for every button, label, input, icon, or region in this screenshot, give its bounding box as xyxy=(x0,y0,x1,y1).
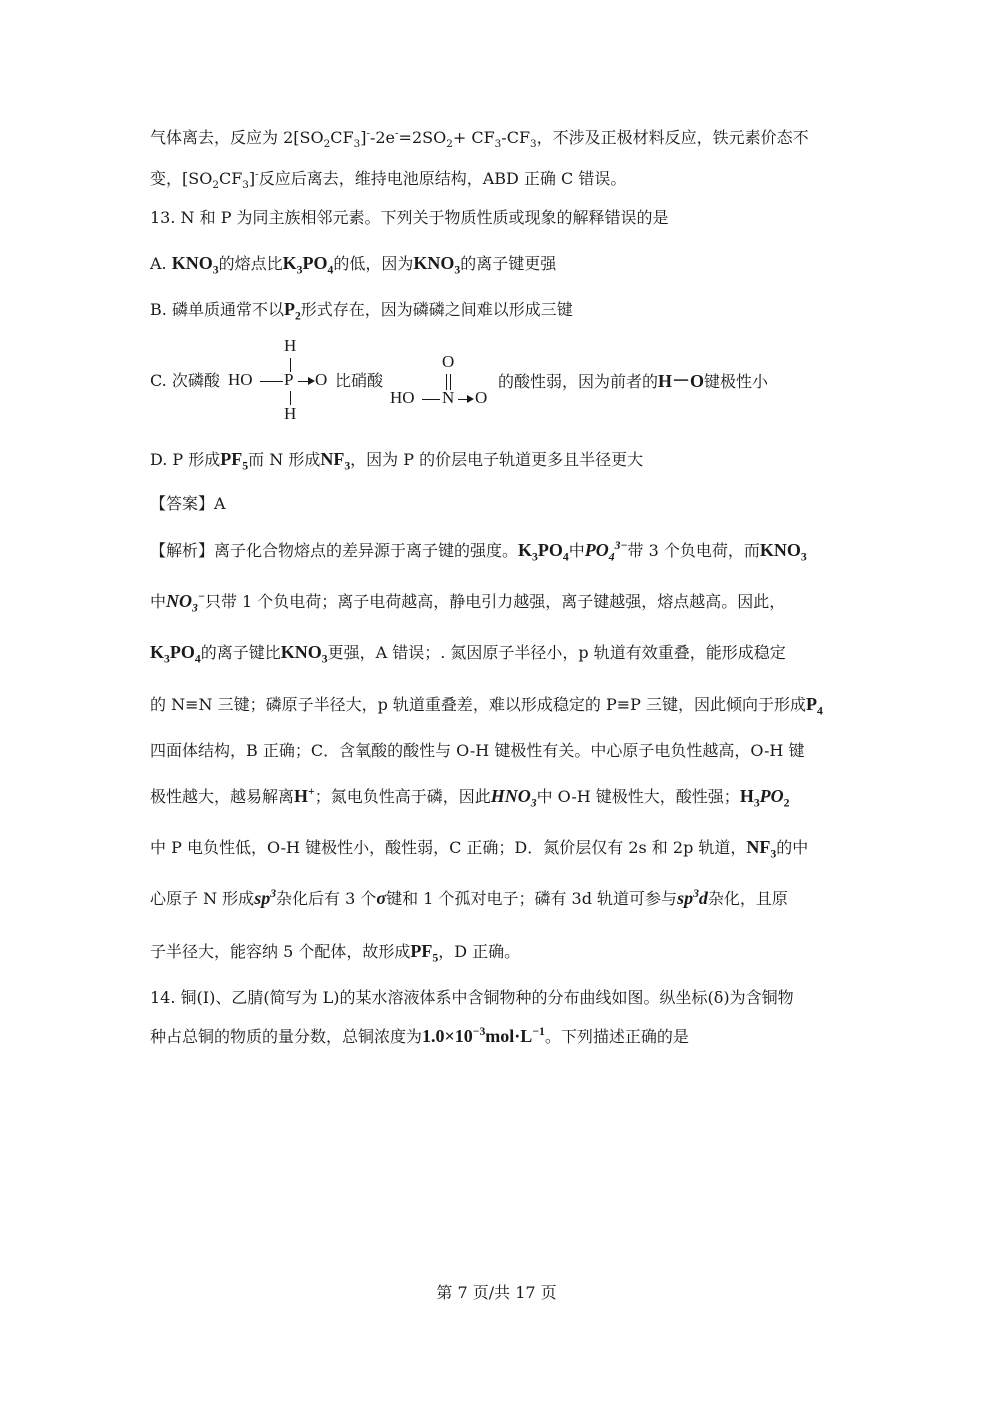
explanation-line-5: 四面体结构，B 正确；C．含氧酸的酸性与 O-H 键极性有关。中心原子电负性越高，O-H 键 xyxy=(150,741,805,760)
option-label: D. P 形成 xyxy=(150,450,221,469)
text: P xyxy=(806,694,818,714)
text: 1.0×10 xyxy=(422,1026,473,1046)
text-line-reaction: 气体离去，反应为 $2[SO_2CF_3]^--2e^-=2SO_2+ CF_3-CF_3$，不涉及正极材料反应，铁元素价态不 xyxy=(150,127,809,151)
option-b xyxy=(150,299,573,321)
text: 带 3 个负电荷，而 xyxy=(627,541,760,560)
formula-nf3: $NF_3$ xyxy=(746,837,777,861)
text: 的离子键更强 xyxy=(460,254,557,273)
text: K xyxy=(150,642,165,662)
formula-concentration xyxy=(422,1026,545,1046)
text: −1 xyxy=(532,1025,545,1038)
explanation-line-8 xyxy=(150,888,788,910)
formula-h3po2: $H_3PO_2$ xyxy=(739,786,790,810)
text: ，D 正确。 xyxy=(438,942,521,961)
formula-pf5: $PF_5$ xyxy=(410,941,439,965)
bond xyxy=(422,399,440,400)
text: 杂化，且原 xyxy=(707,889,788,908)
text: mol·L xyxy=(485,1026,533,1046)
text-line-structure: 变，$[SO_2CF_3]^-$反应后离去，维持电池原结构，ABD 正确 C 错误。 xyxy=(150,168,627,192)
text: 的离子键比 xyxy=(200,643,281,662)
explanation-line-3 xyxy=(150,642,786,664)
text: -CF xyxy=(501,128,531,147)
text: HNO xyxy=(490,786,531,806)
formula-no3-ion: $NO_3^-$ xyxy=(166,590,205,615)
text: d xyxy=(698,888,708,908)
text: 中 P 电负性低，O-H 键极性小，酸性弱，C 正确；D．氮价层仅有 2s 和 2p 轨道， xyxy=(150,838,747,857)
text: NO xyxy=(166,591,193,611)
text: 的酸性弱，因为前者的 xyxy=(498,372,659,391)
explanation-line-6 xyxy=(150,786,790,808)
text: 形式存在，因为磷磷之间难以形成三键 xyxy=(300,300,573,319)
text: 子半径大，能容纳 5 个配体，故形成 xyxy=(150,942,411,961)
text: KNO xyxy=(413,253,455,273)
option-c xyxy=(150,371,220,390)
formula-nf3: $NF_3$ xyxy=(320,449,351,473)
text: 键和 1 个孤对电子；磷有 3d 轨道可参与 xyxy=(386,889,678,908)
text: PO xyxy=(584,540,609,560)
text: ，因为 P 的价层电子轨道更多且半径更大 xyxy=(350,450,644,469)
formula-sp3d: $sp^3d$ xyxy=(677,887,708,908)
text: sp xyxy=(254,888,271,908)
text: −3 xyxy=(472,1025,486,1038)
question-14: 14. 铜(I)、乙腈(简写为 L)的某水溶液体系中含铜物种的分布曲线如图。纵坐标(δ)为含铜物 xyxy=(150,988,794,1007)
text: PO xyxy=(302,253,328,273)
text: 只带 1 个负电荷；离子电荷越高，静电引力越强，离子键越强，熔点越高。因此， xyxy=(204,592,786,611)
text: PO xyxy=(537,540,563,560)
atom-ho: HO xyxy=(228,370,253,389)
nitric-acid-structure xyxy=(390,352,500,412)
option-label: B. xyxy=(150,300,167,319)
question-14-continued xyxy=(150,1026,689,1048)
option-d xyxy=(150,449,643,471)
answer: 【答案】A xyxy=(150,494,226,513)
text: ] xyxy=(360,128,367,147)
text: H xyxy=(294,786,309,806)
hypophosphorous-acid-structure xyxy=(228,336,328,423)
question-13: 13. N 和 P 为同主族相邻元素。下列关于物质性质或现象的解释错误的是 xyxy=(150,208,669,227)
text: 次磷酸 xyxy=(171,371,220,390)
arrow-head xyxy=(467,395,474,403)
text: ] xyxy=(248,169,256,188)
formula-hno3: $HNO_3$ xyxy=(490,786,537,810)
atom-h: H xyxy=(284,404,297,423)
formula-pf5: $PF_5$ xyxy=(220,449,249,473)
explanation-line-4 xyxy=(150,694,823,716)
text: 的熔点比 xyxy=(218,254,283,273)
explanation-line-9 xyxy=(150,941,520,963)
text: NF xyxy=(746,837,771,857)
text: 磷单质通常不以 xyxy=(171,300,284,319)
formula-p4: $P_4$ xyxy=(806,694,823,718)
text: 极性越大，越易解离 xyxy=(150,787,295,806)
formula-kno3: $KNO_3$ xyxy=(280,642,328,666)
option-label: A. xyxy=(150,254,167,273)
formula-p2: $P_2$ xyxy=(283,299,301,323)
text: 反应后离去，维持电池原结构，ABD 正确 C 错误。 xyxy=(258,169,627,188)
text: PF xyxy=(410,941,433,961)
text: sp xyxy=(677,888,694,908)
formula-kno3: $KNO_3$ xyxy=(171,253,219,277)
text: ；氮电负性高于磷，因此 xyxy=(314,787,491,806)
bond xyxy=(290,391,291,405)
formula-kno3: $KNO_3$ xyxy=(759,540,807,564)
text: 的中 xyxy=(776,838,809,857)
text: 变，[SO xyxy=(150,169,213,188)
text: KNO xyxy=(171,253,213,273)
symbol-sigma: σ xyxy=(376,888,387,908)
text: 种占总铜的物质的量分数，总铜浓度为 xyxy=(150,1027,423,1046)
formula-po4-ion: $PO_4^{3-}$ xyxy=(584,539,628,564)
text: 气体离去，反应为 2[SO xyxy=(150,128,324,147)
text: K xyxy=(518,540,533,560)
atom-n: N xyxy=(442,388,455,407)
formula-kno3: $KNO_3$ xyxy=(413,253,461,277)
arrow-head xyxy=(308,377,315,385)
option-label: C. xyxy=(150,371,167,390)
text: 中 O-H 键极性大，酸性强； xyxy=(536,787,740,806)
text: + CF xyxy=(452,128,495,147)
text: CF xyxy=(218,169,243,188)
explanation-line-1 xyxy=(150,540,807,562)
text: 杂化后有 3 个 xyxy=(276,889,377,908)
text: ，不涉及正极材料反应，铁元素价态不 xyxy=(536,128,809,147)
text: 键极性小 xyxy=(704,372,769,391)
text: 的 N≡N 三键；磷原子半径大，p 轨道重叠差，难以形成稳定的 P≡P 三键，因此倾向于形成 xyxy=(150,695,807,714)
explanation-line-7 xyxy=(150,837,808,859)
text: NF xyxy=(320,449,345,469)
text: K xyxy=(282,253,297,273)
formula-h-o-bond: H－O xyxy=(658,371,705,391)
explanation-line-2 xyxy=(150,591,785,613)
text: 而 N 形成 xyxy=(248,450,321,469)
page-footer: 第 7 页/共 17 页 xyxy=(436,1283,557,1302)
text: CF xyxy=(330,128,354,147)
text: 。下列描述正确的是 xyxy=(544,1027,689,1046)
text: =2SO xyxy=(398,128,447,147)
atom-h: H xyxy=(284,336,297,355)
atom-ho: HO xyxy=(390,388,415,407)
atom-p: P xyxy=(284,370,294,389)
text: H xyxy=(739,786,754,806)
bond xyxy=(260,381,283,382)
formula-k3po4: $K_3PO_4$ xyxy=(282,253,334,277)
text: -2e xyxy=(369,128,396,147)
formula-k3po4: $K_3PO_4$ xyxy=(150,642,201,666)
text: KNO xyxy=(759,540,801,560)
atom-o: O xyxy=(315,370,328,389)
formula-k3po4: $K_3PO_4$ xyxy=(518,540,569,564)
text: 中 xyxy=(150,592,167,611)
option-c-end xyxy=(498,371,768,393)
formula-sp3: $sp^3$ xyxy=(254,887,277,908)
text: PO xyxy=(759,786,784,806)
text: 心原子 N 形成 xyxy=(150,889,255,908)
atom-o: O xyxy=(442,352,455,371)
text: PF xyxy=(220,449,243,469)
atom-o: O xyxy=(475,388,488,407)
text: P xyxy=(283,299,295,319)
text: 【解析】离子化合物熔点的差异源于离子键的强度。 xyxy=(150,541,519,560)
text: 中 xyxy=(568,541,585,560)
text: 的低，因为 xyxy=(333,254,414,273)
text: PO xyxy=(169,642,195,662)
text: 更强，A 错误；. 氮因原子半径小，p 轨道有效重叠，能形成稳定 xyxy=(327,643,786,662)
option-a xyxy=(150,253,556,275)
formula-h-plus: H+ xyxy=(294,785,315,806)
text: KNO xyxy=(280,642,322,662)
option-c-mid: 比硝酸 xyxy=(335,371,384,390)
